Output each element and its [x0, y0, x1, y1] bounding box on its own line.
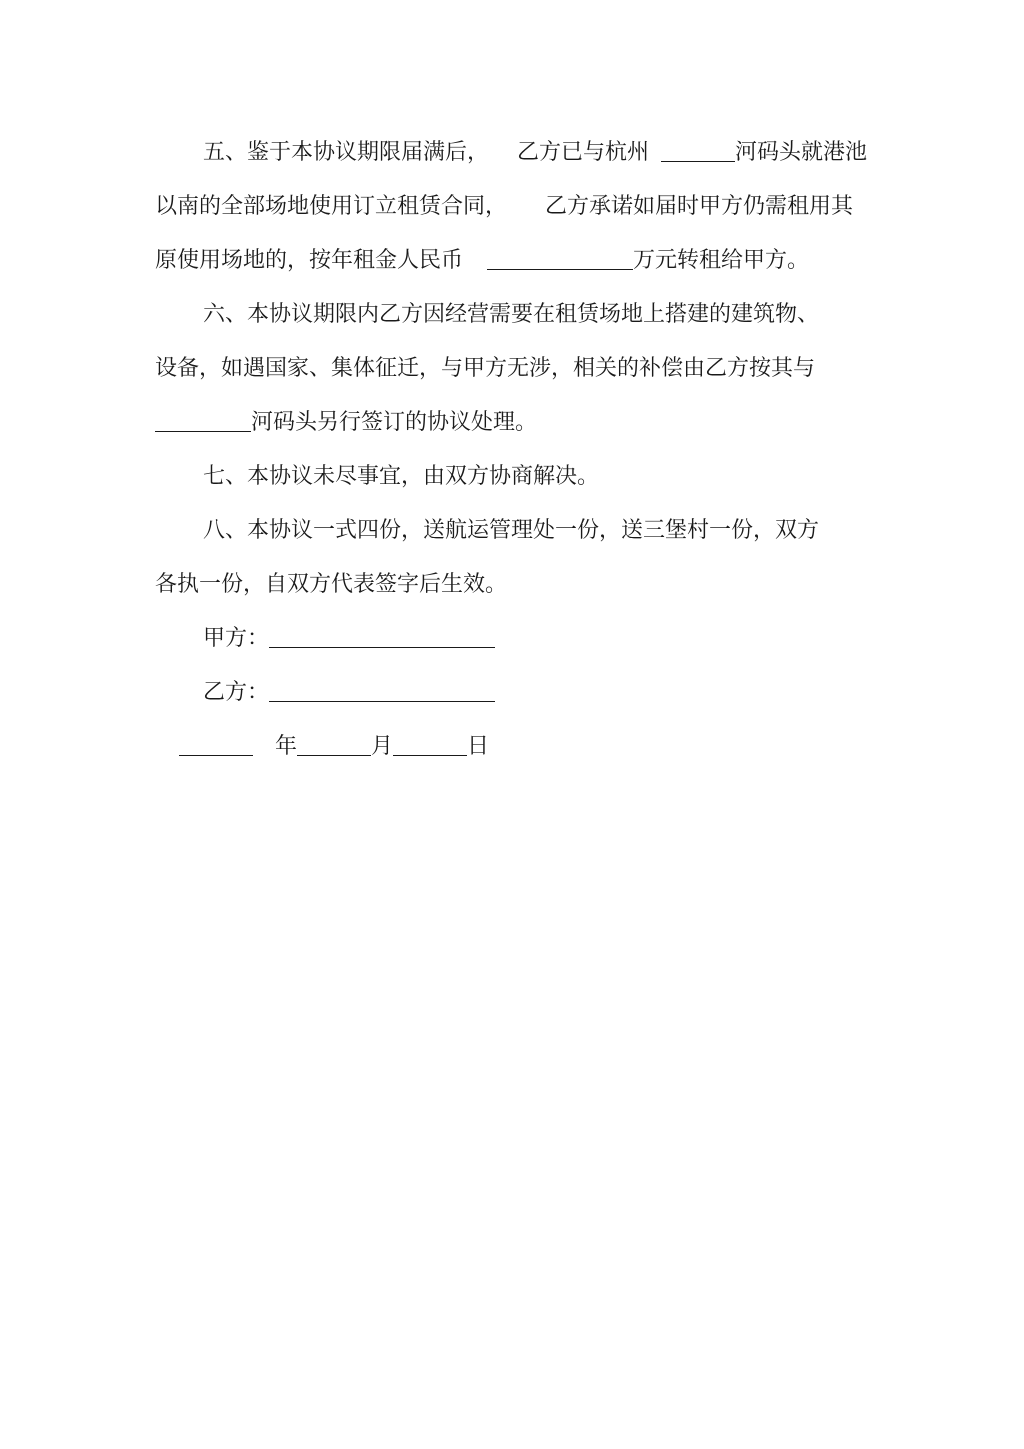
clause-5-text-f: 原使用场地的，按年租金人民币	[155, 248, 464, 273]
clause-6-text-c: 河码头另行签订的协议处理。	[251, 410, 538, 435]
year-label: 年	[275, 734, 298, 759]
annual-rent-blank	[487, 247, 633, 270]
clause-6-text-a: 六、本协议期限内乙方因经营需要在租赁场地上搭建的建筑物、	[203, 302, 820, 327]
clause-5-line-3	[155, 246, 809, 276]
clause-8-line-1	[203, 516, 819, 546]
clause-6-line-1	[203, 300, 819, 330]
clause-6-line-3	[155, 408, 537, 438]
month-blank	[297, 733, 371, 756]
party-a-label: 甲方：	[203, 626, 270, 651]
clause-5-line-2	[155, 192, 853, 222]
year-blank	[179, 733, 253, 756]
clause-6-text-b: 设备，如遇国家、集体征迁，与甲方无涉，相关的补偿由乙方按其与	[155, 356, 816, 381]
clause-5-text-g: 万元转租给甲方。	[633, 248, 810, 273]
wharf-name-blank	[155, 409, 251, 432]
clause-5-text-e: 乙方承诺如届时甲方仍需租用其	[545, 194, 854, 219]
clause-7-text: 七、本协议未尽事宜，由双方协商解决。	[203, 464, 600, 489]
clause-8-line-2	[155, 570, 507, 600]
day-blank	[393, 733, 467, 756]
party-b-label: 乙方：	[203, 680, 270, 705]
clause-5-text-c: 河码头就港池	[735, 140, 868, 165]
day-label: 日	[467, 734, 490, 759]
month-label: 月	[371, 734, 394, 759]
party-a-signature-line	[203, 624, 495, 654]
clause-8-text-a: 八、本协议一式四份，送航运管理处一份，送三堡村一份，双方	[203, 518, 820, 543]
clause-6-line-2	[155, 354, 815, 384]
clause-5-text-a: 五、鉴于本协议期限届满后，	[203, 140, 490, 165]
date-line	[179, 732, 489, 762]
clause-5-text-d: 以南的全部场地使用订立租赁合同，	[155, 194, 508, 219]
party-b-signature-line	[203, 678, 495, 708]
hangzhou-place-blank	[661, 139, 735, 162]
clause-5-text-b: 乙方已与杭州	[517, 140, 650, 165]
party-b-signature-blank	[269, 679, 495, 702]
clause-5-line-1	[203, 138, 867, 168]
party-a-signature-blank	[269, 625, 495, 648]
clause-8-text-b: 各执一份，自双方代表签字后生效。	[155, 572, 508, 597]
clause-7-line-1	[203, 462, 599, 492]
